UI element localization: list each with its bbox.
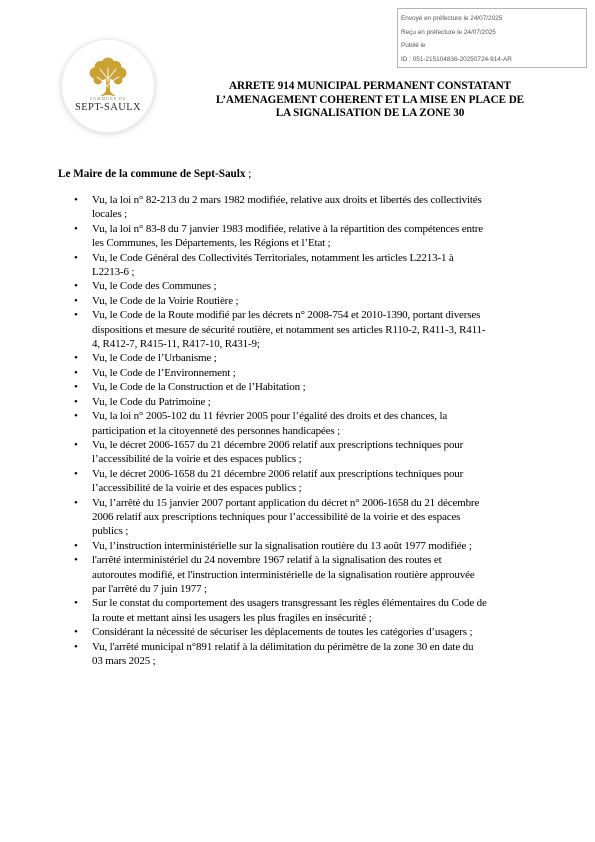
commune-logo [62,40,154,132]
recital-line: • Vu, le Code Général des Collectivités Territoriales, notamment les articles L2213-1 à [92,251,454,264]
recital-item [74,351,546,365]
recital-item [74,467,546,496]
recital-line: • Vu, le décret 2006-1658 du 21 décembre 2006 relatif aux prescriptions techniques pour [92,467,464,480]
recital-item [74,294,546,308]
recital-line: l’accessibilité de la voirie et des espaces publics ; [92,453,302,466]
recital-line: L2213-6 ; [92,266,135,279]
recital-item [74,380,546,394]
stamp-published-line: Publié le [401,42,426,50]
decree-title [170,80,570,121]
recital-item [74,640,546,669]
recital-line: • Vu, l'arrêté municipal n°891 relatif à la délimitation du périmètre de la zone 30 en date du [92,640,474,653]
recital-line: par l'arrêté du 7 juin 1977 ; [92,582,207,595]
recital-line: la route et mettant ainsi les usagers les plus fragiles en insécurité ; [92,611,372,624]
recital-item [74,222,546,251]
recital-line: • Vu, le Code de la Voirie Routière ; [92,294,239,307]
recital-item [74,438,546,467]
recital-item [74,193,546,222]
stamp-received-line: Reçu en préfecture le 24/07/2025 [401,28,496,36]
willow-tree-icon [62,40,154,132]
logo-commune-name: SEPT-SAULX [74,102,142,113]
recital-line: 03 mars 2025 ; [92,655,156,667]
recital-item [74,279,546,293]
recital-line: les Communes, les Départements, les Régions et l’Etat ; [92,237,331,250]
recital-item [74,553,546,596]
stamp-id-line: ID : 051-215104836-20250724-914-AR [401,55,512,63]
recital-line: • Vu, la loi n° 2005-102 du 11 février 2005 pour l’égalité des droits et des chances, la [92,410,448,423]
recital-line: • Vu, le Code de la Route modifié par les décrets n° 2008-754 et 2010-1390, portant diverses [92,309,481,322]
recital-item [74,496,546,539]
recital-line: • Vu, le décret 2006-1657 du 21 décembre 2006 relatif aux prescriptions techniques pour [92,438,464,451]
recital-item [74,251,546,280]
recital-line: • Considérant la nécessité de sécuriser les déplacements de toutes les catégories d’usagers ; [92,626,473,639]
recital-line: • Vu, l’arrêté du 15 janvier 2007 portant application du décret n° 2006-1658 du 21 décembre [92,496,480,509]
recital-line: autoroutes modifié, et l'instruction interministérielle de la signalisation routière approuvée [92,568,475,581]
recital-item [74,539,546,553]
recital-line: • Vu, le Code de l’Environnement ; [92,366,236,379]
recital-item [74,596,546,625]
recital-line: • Vu, le Code de l’Urbanisme ; [92,352,217,365]
recital-line: • Vu, la loi n° 82-213 du 2 mars 1982 modifiée, relative aux droits et libertés des collectivités [92,194,482,206]
recitals-list [74,193,546,668]
recital-line: 4, R412-7, R415-11, R417-10, R431-9; [92,338,260,351]
title-line: ARRETE 914 MUNICIPAL PERMANENT CONSTATANT [228,80,512,92]
recital-line: • l'arrêté interministériel du 24 novembre 1967 relatif à la signalisation des routes et [92,554,442,567]
mayor-intro-suffix: ; [245,168,252,180]
prefecture-stamp [397,8,587,68]
logo-subtitle: COMMUNE DE [89,97,127,101]
recital-line: • Vu, le Code des Communes ; [92,280,217,293]
recital-line: • Vu, le Code du Patrimoine ; [92,395,211,408]
recital-line: • Vu, l’instruction interministérielle sur la signalisation routière du 13 août 1977 modifiée ; [92,539,472,552]
recital-line: dispositions et mesure de sécurité routière, et notamment ses articles R110-2, R411-3, R411- [92,323,486,336]
recital-line: • Vu, la loi n° 83-8 du 7 janvier 1983 modifiée, relative à la répartition des compétences entre [92,222,483,235]
recital-item [74,366,546,380]
title-line: L’AMENAGEMENT COHERENT ET LA MISE EN PLACE DE [215,93,525,106]
recital-line: l’accessibilité de la voirie et des espaces publics ; [92,482,302,495]
recital-item [74,308,546,351]
recital-line: • Sur le constat du comportement des usagers transgressant les règles élémentaires du Code de [92,597,487,610]
recital-item [74,625,546,639]
title-line: LA SIGNALISATION DE LA ZONE 30 [275,107,465,119]
recital-line: publics ; [92,525,129,538]
recital-line: participation et la citoyenneté des personnes handicapées ; [92,424,341,437]
recital-item [74,409,546,438]
mayor-intro [58,168,251,180]
stamp-sent-line: Envoyé en préfecture le 24/07/2025 [401,15,503,22]
recital-item [74,395,546,409]
recital-line: • Vu, le Code de la Construction et de l’Habitation ; [92,381,306,394]
recital-line: 2006 relatif aux prescriptions techniques pour l’accessibilité de la voirie et des espaces [92,510,461,523]
mayor-intro-bold: Le Maire de la commune de Sept-Saulx [58,168,246,180]
recital-line: locales ; [92,208,127,221]
